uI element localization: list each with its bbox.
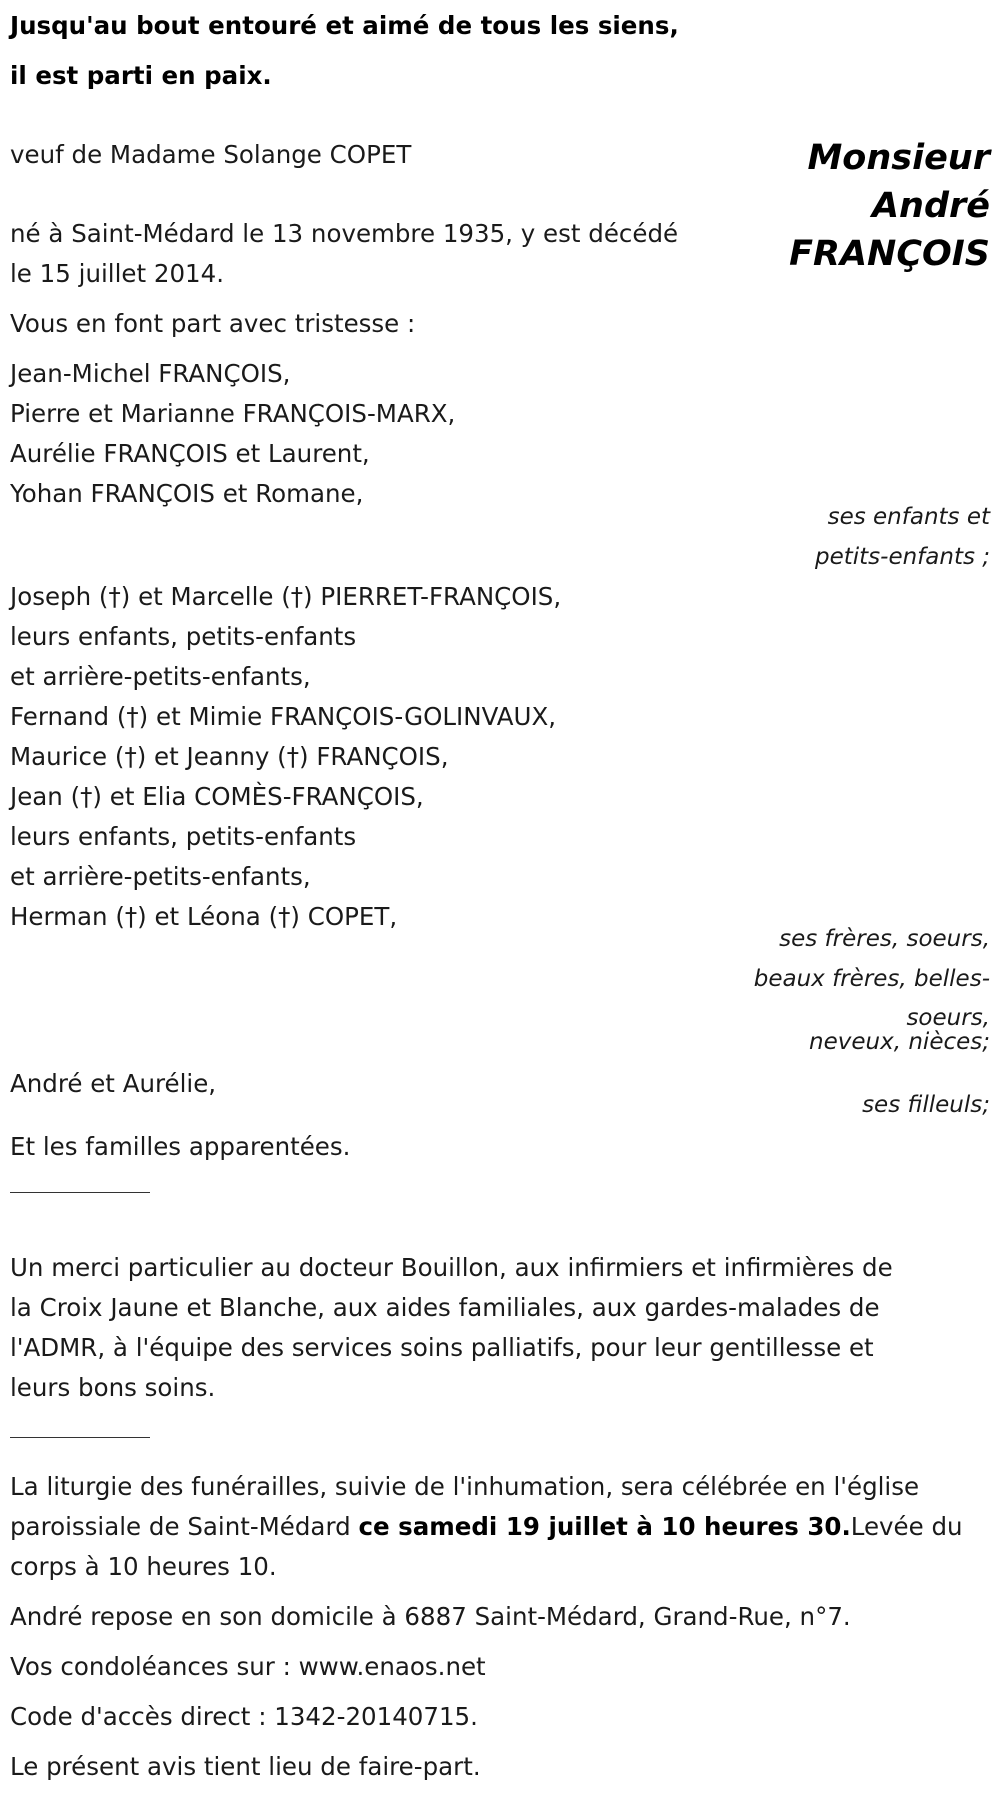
ceremony-line-2-post: Levée du [850, 1512, 963, 1541]
born-line-2: le 15 juillet 2014. [10, 259, 224, 288]
siblings-role-1: ses frères, soeurs, [779, 926, 990, 952]
family-line: Et les familles apparentées. [10, 1132, 351, 1161]
children-role-2: petits-enfants ; [814, 544, 990, 570]
children-line: Pierre et Marianne FRANÇOIS-MARX, [10, 399, 456, 428]
thanks-line: l'ADMR, à l'équipe des services soins palliatifs, pour leur gentillesse et [10, 1333, 874, 1362]
notice-line: Le présent avis tient lieu de faire-part. [10, 1752, 481, 1781]
children-line: Aurélie FRANÇOIS et Laurent, [10, 439, 370, 468]
header-line-1: Jusqu'au bout entouré et aimé de tous les siens, [10, 11, 679, 40]
widow-line: veuf de Madame Solange COPET [10, 140, 412, 169]
deceased-title: Monsieur [807, 138, 990, 178]
godchildren-line: André et Aurélie, [10, 1069, 217, 1098]
children-line: Yohan FRANÇOIS et Romane, [10, 479, 364, 508]
sibling-line: Herman (†) et Léona (†) COPET, [10, 902, 398, 931]
sibling-line: Fernand (†) et Mimie FRANÇOIS-GOLINVAUX, [10, 702, 557, 731]
ceremony-line-2-pre: paroissiale de Saint-Médard [10, 1512, 359, 1541]
children-role-1: ses enfants et [827, 504, 990, 530]
sibling-line: Jean (†) et Elia COMÈS-FRANÇOIS, [10, 782, 424, 811]
deceased-name [789, 134, 990, 278]
header-line-2: il est parti en paix. [10, 61, 272, 90]
access-code-line: Code d'accès direct : 1342-20140715. [10, 1702, 478, 1731]
sibling-line: Joseph (†) et Marcelle (†) PIERRET-FRANÇOIS, [10, 582, 562, 611]
ceremony-line-1: La liturgie des funérailles, suivie de l'inhumation, sera célébrée en l'église [10, 1472, 920, 1501]
separator [10, 1437, 150, 1438]
godchildren-role: ses filleuls; [862, 1092, 990, 1118]
siblings-role-2: beaux frères, belles- [753, 966, 990, 992]
deceased-last-name: FRANÇOIS [789, 234, 990, 274]
sibling-line: Maurice (†) et Jeanny (†) FRANÇOIS, [10, 742, 449, 771]
ceremony-line-2 [10, 1507, 963, 1547]
thanks-line: leurs bons soins. [10, 1373, 216, 1402]
separator [10, 1192, 150, 1193]
children-line: Jean-Michel FRANÇOIS, [10, 359, 291, 388]
sibling-line: leurs enfants, petits-enfants [10, 822, 357, 851]
condoleances-line: Vos condoléances sur : www.enaos.net [10, 1652, 486, 1681]
announce-line: Vous en font part avec tristesse : [10, 309, 416, 338]
siblings-role-3: soeurs, [906, 1005, 990, 1031]
siblings-role-4: neveux, nièces; [809, 1029, 990, 1055]
thanks-line: la Croix Jaune et Blanche, aux aides familiales, aux gardes-malades de [10, 1293, 880, 1322]
ceremony-line-3: corps à 10 heures 10. [10, 1552, 277, 1581]
deceased-first-name: André [871, 186, 990, 226]
ceremony-date-time: ce samedi 19 juillet à 10 heures 30. [358, 1512, 851, 1541]
born-line-1: né à Saint-Médard le 13 novembre 1935, y est décédé [10, 219, 679, 248]
sibling-line: et arrière-petits-enfants, [10, 662, 311, 691]
sibling-line: leurs enfants, petits-enfants [10, 622, 357, 651]
thanks-line: Un merci particulier au docteur Bouillon, aux infirmiers et infirmières de [10, 1253, 893, 1282]
repose-line: André repose en son domicile à 6887 Saint-Médard, Grand-Rue, n°7. [10, 1602, 851, 1631]
sibling-line: et arrière-petits-enfants, [10, 862, 311, 891]
